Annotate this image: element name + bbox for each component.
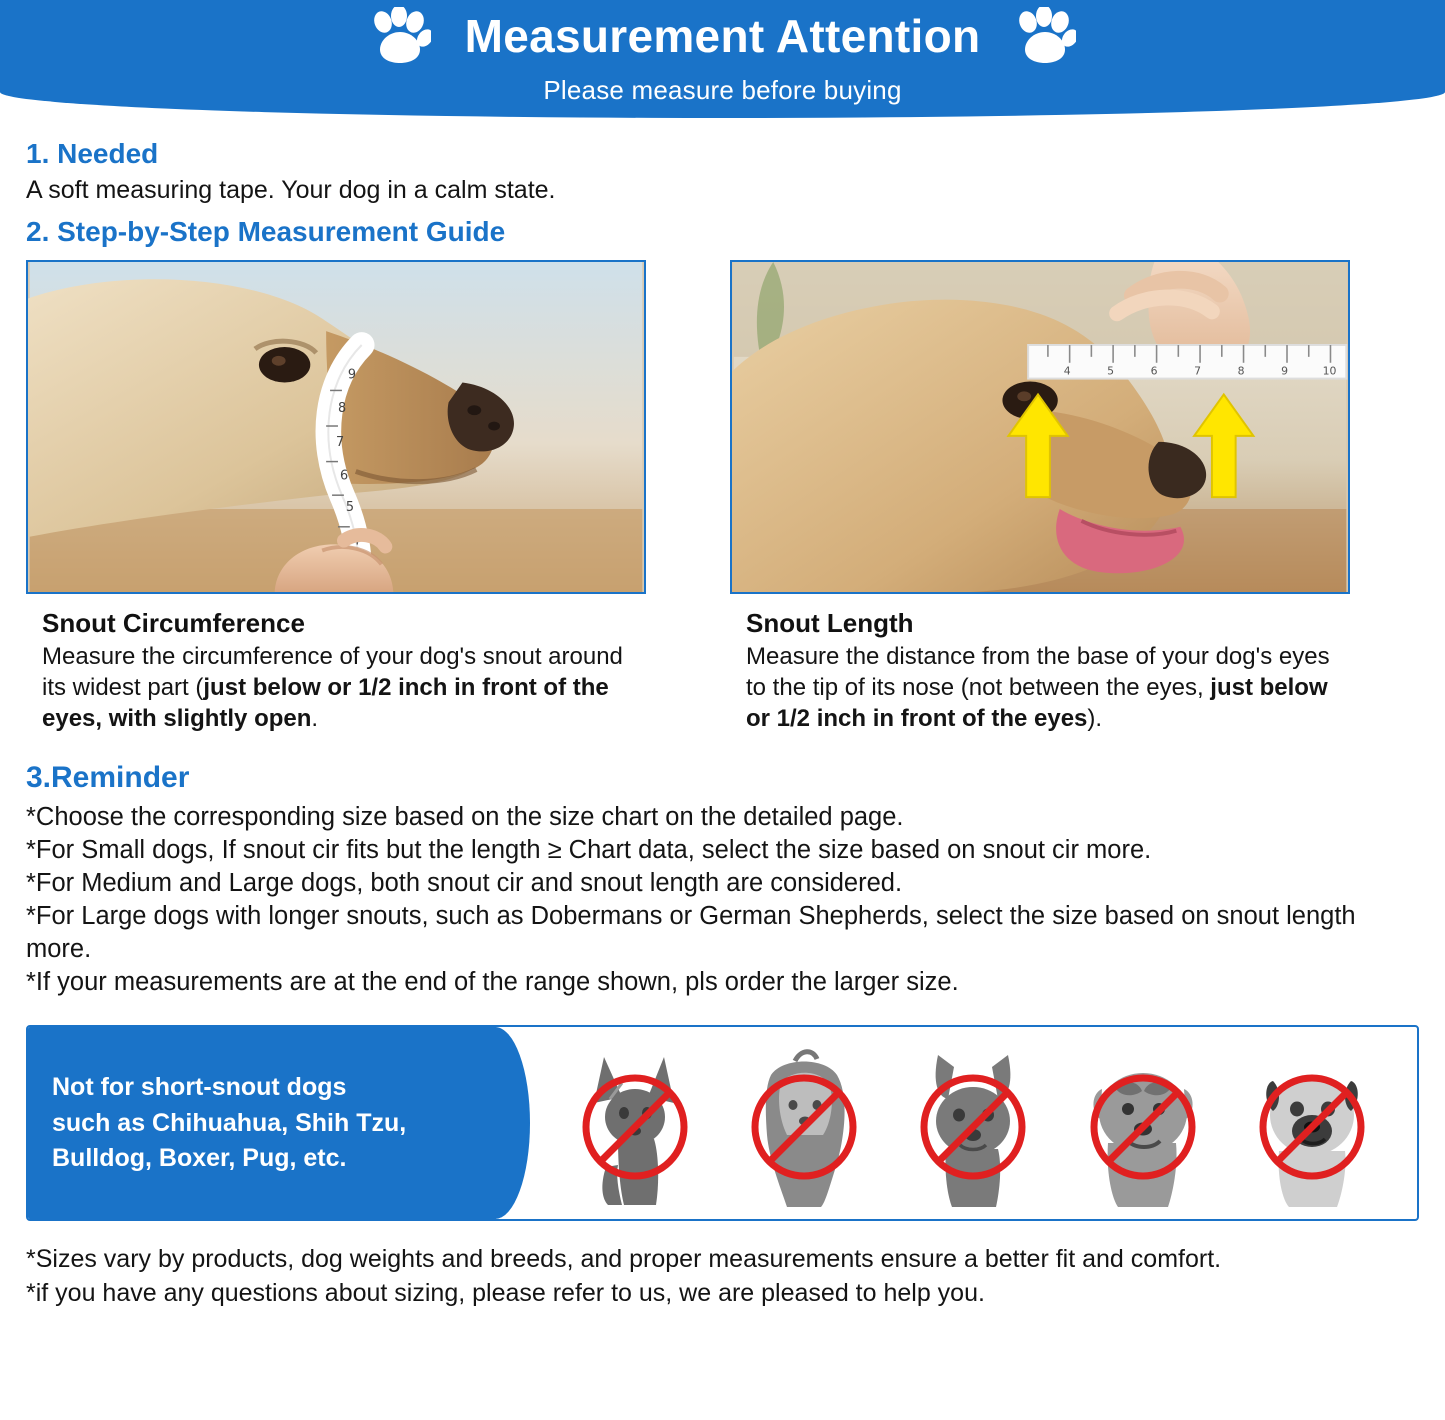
header-content — [0, 0, 1445, 118]
reminder-line: *For Medium and Large dogs, both snout cir and snout length are considered. — [26, 868, 903, 897]
panel-title: Snout Circumference — [42, 608, 305, 638]
footer-line: *if you have any questions about sizing, please refer to us, we are pleased to help you. — [26, 1279, 985, 1308]
warning-text — [52, 1070, 406, 1177]
prohibition-icon — [1256, 1071, 1368, 1183]
panel-text-bold-1: just below or 1/2 inch in front of the eyes, with slightly open — [42, 674, 609, 733]
panel-description — [746, 641, 1350, 735]
svg-text:10: 10 — [1322, 364, 1337, 378]
warning-text-block — [28, 1027, 496, 1219]
svg-text:7: 7 — [1194, 364, 1202, 378]
short-snout-warning-bar — [26, 1025, 1419, 1221]
paw-icon — [1014, 7, 1076, 65]
svg-text:8: 8 — [337, 401, 347, 417]
svg-text:7: 7 — [336, 434, 345, 450]
pug-photo — [1237, 1039, 1387, 1207]
prohibition-icon — [1087, 1071, 1199, 1183]
warning-line: Not for short-snout dogs — [52, 1073, 347, 1102]
prohibition-icon — [579, 1071, 691, 1183]
svg-text:5: 5 — [345, 499, 355, 515]
svg-text:8: 8 — [1237, 364, 1245, 378]
section-reminder-heading: 3.Reminder — [26, 760, 190, 794]
measurement-panels — [26, 260, 1419, 735]
page-header — [0, 0, 1445, 118]
footer-notes — [26, 1243, 1419, 1311]
page-subtitle: Please measure before buying — [543, 74, 902, 105]
shih-tzu-photo — [729, 1039, 879, 1207]
prohibited-breeds-row — [496, 1027, 1417, 1219]
reminder-line: *Choose the corresponding size based on the size chart on the detailed page. — [26, 802, 904, 831]
page-title: Measurement Attention — [464, 9, 981, 62]
dog-snout-length-photo — [730, 260, 1350, 594]
panel-snout-length — [730, 260, 1350, 735]
panel-text-bold-1: just below or 1/2 inch in front of the eyes — [746, 674, 1328, 733]
prohibition-icon — [917, 1071, 1029, 1183]
section-guide-heading: 2. Step-by-Step Measurement Guide — [26, 216, 506, 247]
reminder-line: *For Large dogs with longer snouts, such as Dobermans or German Shepherds, select the size based on snout length more. — [26, 901, 1356, 964]
panel-text-plain-2: ). — [1087, 705, 1103, 733]
svg-text:9: 9 — [347, 367, 357, 383]
section-needed-heading: 1. Needed — [26, 138, 159, 169]
panel-snout-circumference — [26, 260, 646, 735]
header-title-row — [369, 7, 1077, 65]
panel-text-plain-1: Measure the circumference of your dog's snout around its widest part ( — [42, 643, 623, 702]
svg-text:6: 6 — [1150, 364, 1158, 378]
prohibition-icon — [748, 1071, 860, 1183]
svg-text:5: 5 — [1107, 364, 1115, 378]
panel-description — [42, 641, 646, 735]
reminder-line: *For Small dogs, If snout cir fits but the length ≥ Chart data, select the size based on snout cir more. — [26, 835, 1152, 864]
dog-snout-circumference-photo — [26, 260, 646, 594]
svg-text:4: 4 — [351, 533, 360, 549]
svg-text:4: 4 — [1063, 364, 1071, 378]
chihuahua-photo — [560, 1039, 710, 1207]
bulldog-photo — [1068, 1039, 1218, 1207]
page-content — [0, 118, 1445, 1311]
warning-line: such as Chihuahua, Shih Tzu, — [52, 1108, 407, 1137]
reminder-list — [26, 801, 1419, 1000]
french-bulldog-photo — [898, 1039, 1048, 1207]
svg-text:6: 6 — [339, 468, 349, 484]
warning-line: Bulldog, Boxer, Pug, etc. — [52, 1144, 347, 1173]
panel-title: Snout Length — [746, 608, 914, 638]
panel-text-plain-1: Measure the distance from the base of your dog's eyes to the tip of its nose (not between the eyes, — [746, 643, 1330, 702]
panel-text-plain-2: . — [311, 705, 319, 733]
paw-icon — [369, 7, 431, 65]
footer-line: *Sizes vary by products, dog weights and breeds, and proper measurements ensure a better fit and comfort. — [26, 1245, 1222, 1274]
reminder-line: *If your measurements are at the end of the range shown, pls order the larger size. — [26, 968, 959, 997]
section-needed-text: A soft measuring tape. Your dog in a calm state. — [26, 176, 556, 204]
svg-text:9: 9 — [1281, 364, 1288, 378]
